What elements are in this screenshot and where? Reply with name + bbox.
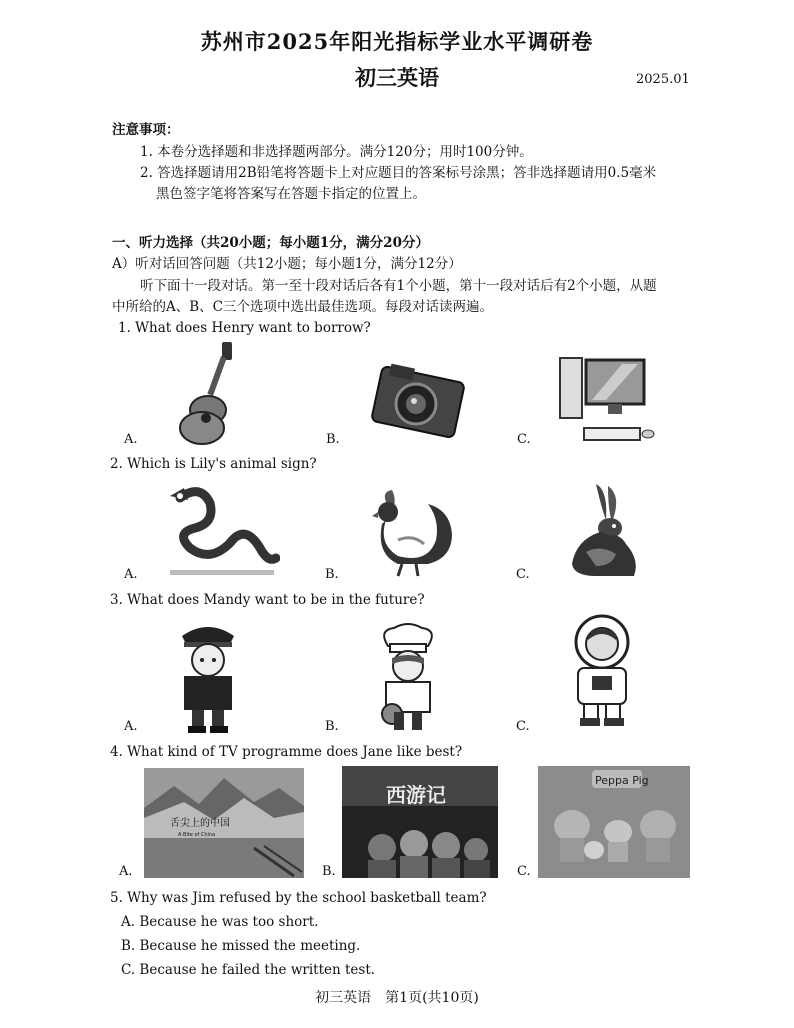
note-item-2: 2. 答选择题请用2B铅笔将答题卡上对应题目的答案标号涂黑；答非选择题请用0.5毫米 — [140, 165, 657, 181]
q3-option-b: B. — [325, 719, 339, 734]
q1-option-c: C. — [517, 432, 531, 447]
police-officer-icon — [172, 618, 244, 736]
question-1: 1. What does Henry want to borrow? — [118, 320, 371, 336]
documentary-subtitle: A Bite of China — [178, 832, 216, 838]
q1-option-a: A. — [124, 432, 138, 447]
page-footer: 初三英语 第1页(共10页) — [315, 990, 479, 1006]
q5-choice-b: B. Because he missed the meeting. — [121, 938, 361, 954]
q3-option-a: A. — [124, 719, 138, 734]
q2-option-a: A. — [124, 567, 138, 582]
q5-choice-c: C. Because he failed the written test. — [121, 962, 376, 978]
note-item-1: 1. 本卷分选择题和非选择题两部分。满分120分；用时100分钟。 — [140, 144, 533, 160]
rooster-icon — [358, 484, 458, 579]
guitar-icon — [176, 340, 246, 445]
chef-icon — [372, 622, 444, 736]
notes-heading: 注意事项： — [112, 122, 180, 138]
note-item-2-cont: 黑色签字笔将答案写在答题卡指定的位置上。 — [156, 186, 426, 202]
rabbit-icon — [556, 480, 646, 580]
page-subtitle: 初三英语 — [355, 65, 439, 90]
camera-icon — [370, 360, 465, 440]
q1-option-b: B. — [326, 432, 340, 447]
q3-option-c: C. — [516, 719, 530, 734]
page-title: 苏州市2025年阳光指标学业水平调研卷 — [200, 29, 594, 54]
q4-option-a: A. — [119, 864, 133, 879]
q5-choice-a: A. Because he was too short. — [121, 914, 319, 930]
exam-date: 2025.01 — [636, 72, 690, 87]
part-a-heading: A）听对话回答问题（共12小题；每小题1分，满分12分） — [112, 256, 462, 272]
instructions-line-1: 听下面十一段对话。第一至十段对话后各有1个小题，第十一段对话后有2个小题，从题 — [140, 278, 657, 294]
journey-west-title: 西游记 — [386, 783, 446, 807]
q4-option-c: C. — [517, 864, 531, 879]
q2-option-b: B. — [325, 567, 339, 582]
documentary-photo — [144, 768, 304, 878]
dragon-icon — [160, 478, 280, 578]
section-heading: 一、听力选择（共20小题；每小题1分，满分20分） — [112, 235, 429, 251]
journey-west-photo — [342, 766, 498, 878]
q4-option-b: B. — [322, 864, 336, 879]
computer-icon — [556, 354, 656, 446]
astronaut-icon — [566, 612, 638, 730]
question-3: 3. What does Mandy want to be in the future? — [110, 592, 425, 608]
documentary-title: 舌尖上的中国 — [170, 818, 230, 829]
instructions-line-2: 中所给的A、B、C三个选项中选出最佳选项。每段对话读两遍。 — [112, 299, 493, 315]
question-2: 2. Which is Lily's animal sign? — [110, 456, 317, 472]
question-5: 5. Why was Jim refused by the school basketball team? — [110, 890, 487, 906]
q2-option-c: C. — [516, 567, 530, 582]
question-4: 4. What kind of TV programme does Jane like best? — [110, 744, 463, 760]
peppa-pig-logo: Peppa Pig — [595, 774, 649, 787]
peppa-pig-photo — [538, 766, 690, 878]
